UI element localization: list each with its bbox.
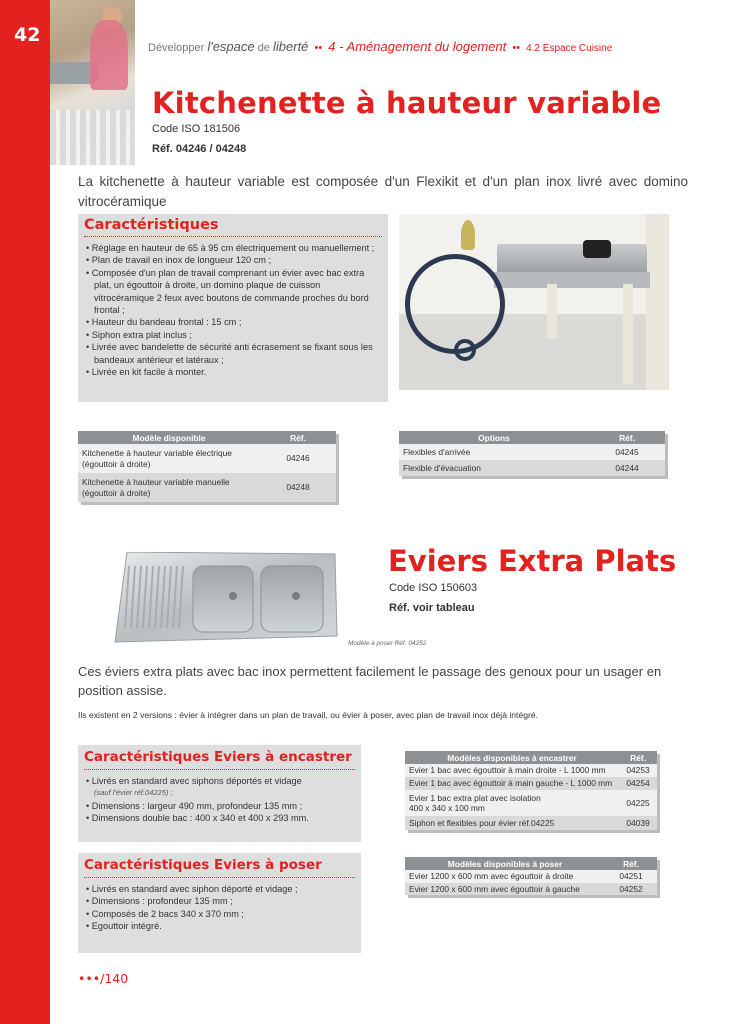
kitchenette-ref: Réf. 04246 / 04248 xyxy=(152,143,247,155)
photo-wall xyxy=(646,214,669,390)
characteristic-item: • Plan de travail en inox de longueur 120 cm ; xyxy=(86,254,382,266)
photo-leg xyxy=(623,284,633,384)
eviers-versions: Ils existent en 2 versions : évier à intégrer dans un plan de travail, ou évier à poser, avec plan de travail inox déjà intégré. xyxy=(78,710,539,720)
model-label: Evier 1 bac avec égouttoir à main gauche - L 1000 mm xyxy=(405,777,619,790)
model-label: Evier 1 bac avec égouttoir à main droite - L 1000 mm xyxy=(405,764,619,777)
characteristic-item: • Composée d'un plan de travail comprenant un évier avec bac extra plat, un égouttoir à droite, un domino plaque de cuisson vitrocéramique 2 feux avec boutons de commande proches du bord frontal ; xyxy=(86,267,382,317)
table-header: Modèle disponible xyxy=(78,431,260,444)
table-row xyxy=(78,444,336,473)
photo-leg xyxy=(547,284,557,339)
eviers-title: Eviers Extra Plats xyxy=(388,544,677,578)
sink-photo xyxy=(113,552,339,644)
characteristic-item: • Réglage en hauteur de 65 à 95 cm électriquement ou manuellement ; xyxy=(86,242,382,254)
characteristic-item: • Egouttoir intégré. xyxy=(86,920,355,932)
ref-cell: 04248 xyxy=(260,473,336,502)
characteristic-item: • Dimensions : profondeur 135 mm ; xyxy=(86,895,355,907)
ref-cell: 04039 xyxy=(619,816,657,830)
header-photo xyxy=(50,0,135,165)
photo-pot xyxy=(583,240,611,258)
breadcrumb-subsection: 4.2 Espace Cuisine xyxy=(526,43,613,54)
ref-cell: 04246 xyxy=(260,444,336,473)
table-row xyxy=(399,444,665,460)
poser-characteristics-box xyxy=(78,853,361,953)
kitchenette-models-table xyxy=(78,431,336,502)
model-sublabel: 400 x 340 x 100 mm xyxy=(409,803,485,813)
table-header: Options xyxy=(399,431,589,444)
sink-photo-caption: Modèle à poser Réf. 04252 xyxy=(348,640,427,647)
model-label: Evier 1200 x 600 mm avec égouttoir à droite xyxy=(405,870,605,883)
encastrer-models-table xyxy=(405,751,657,830)
kitchenette-photo xyxy=(399,214,669,390)
kitchenette-options-table xyxy=(399,431,665,476)
ref-cell: 04244 xyxy=(589,460,665,476)
ref-cell: 04251 xyxy=(605,870,657,883)
encastrer-list xyxy=(86,775,355,825)
table-row xyxy=(399,460,665,476)
table-header: Réf. xyxy=(589,431,665,444)
table-header: Réf. xyxy=(605,857,657,870)
characteristic-item: • Hauteur du bandeau frontal : 15 cm ; xyxy=(86,316,382,328)
model-label: Siphon et flexibles pour évier réf.04225 xyxy=(405,816,619,830)
breadcrumb-part2: l'espace xyxy=(207,39,255,54)
characteristic-item: • Siphon extra plat inclus ; xyxy=(86,329,382,341)
model-label: Evier 1 bac extra plat avec isolation xyxy=(409,792,541,803)
sidebar xyxy=(0,0,50,1024)
characteristic-item: • Livrée avec bandelette de sécurité anti écrasement se fixant sous les bandeaux antérieur et latéraux ; xyxy=(86,341,382,366)
table-row xyxy=(405,816,657,830)
dotted-divider xyxy=(84,877,355,878)
breadcrumb-part4: liberté xyxy=(273,39,309,54)
table-header: Modèles disponibles à poser xyxy=(405,857,605,870)
poser-list xyxy=(86,883,355,933)
kitchenette-title: Kitchenette à hauteur variable xyxy=(152,86,662,120)
model-sublabel: (égouttoir à droite) xyxy=(82,487,151,498)
characteristic-note: (sauf l'évier réf.04225) ; xyxy=(94,788,173,798)
photo-wheelchair-caster xyxy=(454,339,476,361)
page-badge: 42 xyxy=(14,24,41,46)
table-cell xyxy=(78,444,260,473)
table-row xyxy=(405,883,657,896)
table-row xyxy=(405,777,657,790)
breadcrumb-section: 4 - Aménagement du logement xyxy=(328,39,507,54)
characteristic-item: • Dimensions double bac : 400 x 340 et 400 x 293 mm. xyxy=(86,812,355,824)
poser-title: Caractéristiques Eviers à poser xyxy=(84,857,322,873)
photo-dish-rack xyxy=(50,110,135,165)
kitchenette-iso-code: Code ISO 181506 xyxy=(152,123,241,135)
photo-wheelchair-wheel xyxy=(405,254,505,354)
ref-cell: 04252 xyxy=(605,883,657,896)
eviers-ref: Réf. voir tableau xyxy=(389,602,475,614)
model-label: Evier 1200 x 600 mm avec égouttoir à gauche xyxy=(405,883,605,896)
dotted-divider xyxy=(84,236,382,237)
kitchenette-intro: La kitchenette à hauteur variable est composée d'un Flexikit et d'un plan inox livré avec domino vitrocéramique xyxy=(78,174,688,209)
characteristics-list xyxy=(86,242,382,378)
option-label: Flexible d'évacuation xyxy=(399,460,589,476)
model-sublabel: (égouttoir à droite) xyxy=(82,458,151,469)
ref-cell: 04254 xyxy=(619,777,657,790)
characteristics-title: Caractéristiques xyxy=(84,217,219,233)
table-row xyxy=(405,870,657,883)
characteristic-item: • Livrés en standard avec siphons déportés et vidage xyxy=(86,775,355,787)
breadcrumb-part1: Développer xyxy=(148,42,205,54)
table-header: Réf. xyxy=(260,431,336,444)
ref-cell: 04225 xyxy=(619,790,657,816)
breadcrumb-dots-1: •• xyxy=(314,42,323,54)
model-label: Kitchenette à hauteur variable manuelle xyxy=(82,477,230,487)
breadcrumb-dots-2: •• xyxy=(512,42,521,54)
characteristic-item: • Livrée en kit facile à monter. xyxy=(86,366,382,378)
photo-person xyxy=(90,20,128,90)
eviers-iso-code: Code ISO 150603 xyxy=(389,582,478,594)
table-cell xyxy=(78,473,260,502)
footer-page-number: •••/140 xyxy=(78,971,129,986)
table-row xyxy=(78,473,336,502)
encastrer-title: Caractéristiques Eviers à encastrer xyxy=(84,749,352,765)
kitchenette-characteristics-box xyxy=(78,214,388,402)
characteristic-item: • Composés de 2 bacs 340 x 370 mm ; xyxy=(86,908,355,920)
table-cell xyxy=(405,790,619,816)
breadcrumb xyxy=(148,39,612,54)
model-label: Kitchenette à hauteur variable électrique xyxy=(82,448,232,458)
table-row xyxy=(405,764,657,777)
dotted-divider xyxy=(84,769,355,770)
table-row xyxy=(405,790,657,816)
table-header: Modèles disponibles à encastrer xyxy=(405,751,619,764)
characteristic-item: • Livrés en standard avec siphon déporté et vidage ; xyxy=(86,883,355,895)
breadcrumb-part3: de xyxy=(257,42,270,54)
table-header: Réf. xyxy=(619,751,657,764)
characteristic-item: • Dimensions : largeur 490 mm, profondeur 135 mm ; xyxy=(86,800,355,812)
ref-cell: 04245 xyxy=(589,444,665,460)
ref-cell: 04253 xyxy=(619,764,657,777)
poser-models-table xyxy=(405,857,657,895)
eviers-intro: Ces éviers extra plats avec bac inox permettent facilement le passage des genoux pour un usager en position assise. xyxy=(78,664,662,698)
encastrer-characteristics-box xyxy=(78,745,361,842)
photo-flowers xyxy=(461,220,475,250)
option-label: Flexibles d'arrivée xyxy=(399,444,589,460)
